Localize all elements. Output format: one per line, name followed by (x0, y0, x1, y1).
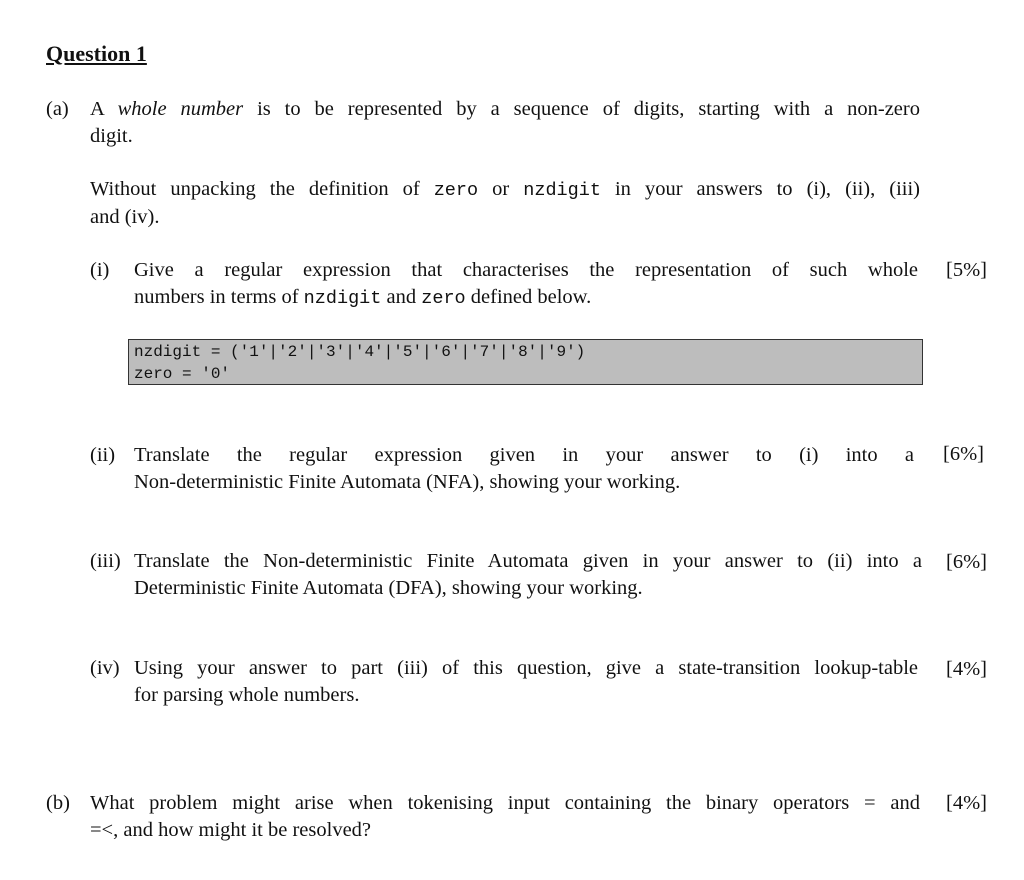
subpart-iv-line2: for parsing whole numbers. (134, 684, 360, 706)
question-title: Question 1 (46, 41, 147, 66)
subpart-i-line2-pre: numbers in terms of (134, 286, 304, 308)
part-b-label: (b) (46, 792, 70, 814)
subpart-iii-marks: [6%] (946, 551, 987, 573)
subpart-i-marks: [5%] (946, 259, 987, 281)
part-a-intro (90, 96, 920, 150)
intro-text: A (90, 98, 118, 120)
code-line-nzdigit: nzdigit = ('1'|'2'|'3'|'4'|'5'|'6'|'7'|'8'|'9') (134, 343, 586, 361)
code-line-zero: zero = '0' (134, 365, 231, 383)
part-a-label: (a) (46, 98, 69, 120)
subpart-iii-text (134, 548, 922, 602)
code-nzdigit-2: nzdigit (303, 288, 382, 309)
subpart-i-line2 (134, 284, 918, 312)
part-b-marks: [4%] (946, 792, 987, 814)
instr-or: or (478, 178, 524, 200)
subpart-i-line2-post: defined below. (465, 286, 592, 308)
instr-text-cont: in your answers to (i), (ii), (iii) (600, 178, 921, 200)
part-b-text (90, 790, 920, 844)
part-b-line1: What problem might arise when tokenising input containing the binary operators = and (90, 792, 920, 814)
subpart-i-line1: Give a regular expression that characterises the representation of such whole (134, 259, 918, 281)
subpart-ii-marks: [6%] (943, 443, 984, 465)
code-zero-2: zero (421, 288, 466, 309)
instr-text: Without unpacking the definition of (90, 178, 434, 200)
subpart-i-label: (i) (90, 259, 110, 281)
subpart-iv-marks: [4%] (946, 658, 987, 680)
code-definition-box (128, 339, 923, 385)
subpart-iv-text (134, 655, 918, 709)
code-zero: zero (433, 180, 479, 201)
subpart-i-text (134, 257, 918, 312)
subpart-iii-label: (iii) (90, 550, 121, 572)
subpart-iv-label: (iv) (90, 657, 120, 679)
subpart-i-and: and (381, 286, 422, 308)
subpart-ii-line1: Translate the regular expression given in your answer to (i) into a (134, 444, 914, 466)
part-b-line2: =<, and how might it be resolved? (90, 819, 372, 841)
code-nzdigit: nzdigit (523, 180, 601, 201)
instr-line2: and (iv). (90, 206, 160, 228)
subpart-iii-line2: Deterministic Finite Automata (DFA), showing your working. (134, 577, 643, 599)
subpart-ii-label: (ii) (90, 444, 116, 466)
intro-text-cont: is to be represented by a sequence of digits, starting with a non-zero (243, 98, 920, 120)
subpart-iii-line1: Translate the Non-deterministic Finite Automata given in your answer to (ii) into a (134, 550, 922, 572)
intro-line2: digit. (90, 125, 133, 147)
subpart-ii-text (134, 442, 914, 496)
subpart-ii-line2: Non-deterministic Finite Automata (NFA), showing your working. (134, 471, 681, 493)
part-a-instructions (90, 176, 920, 231)
subpart-iv-line1: Using your answer to part (iii) of this question, give a state-transition lookup-table (134, 657, 918, 679)
intro-emphasis: whole number (117, 98, 244, 120)
